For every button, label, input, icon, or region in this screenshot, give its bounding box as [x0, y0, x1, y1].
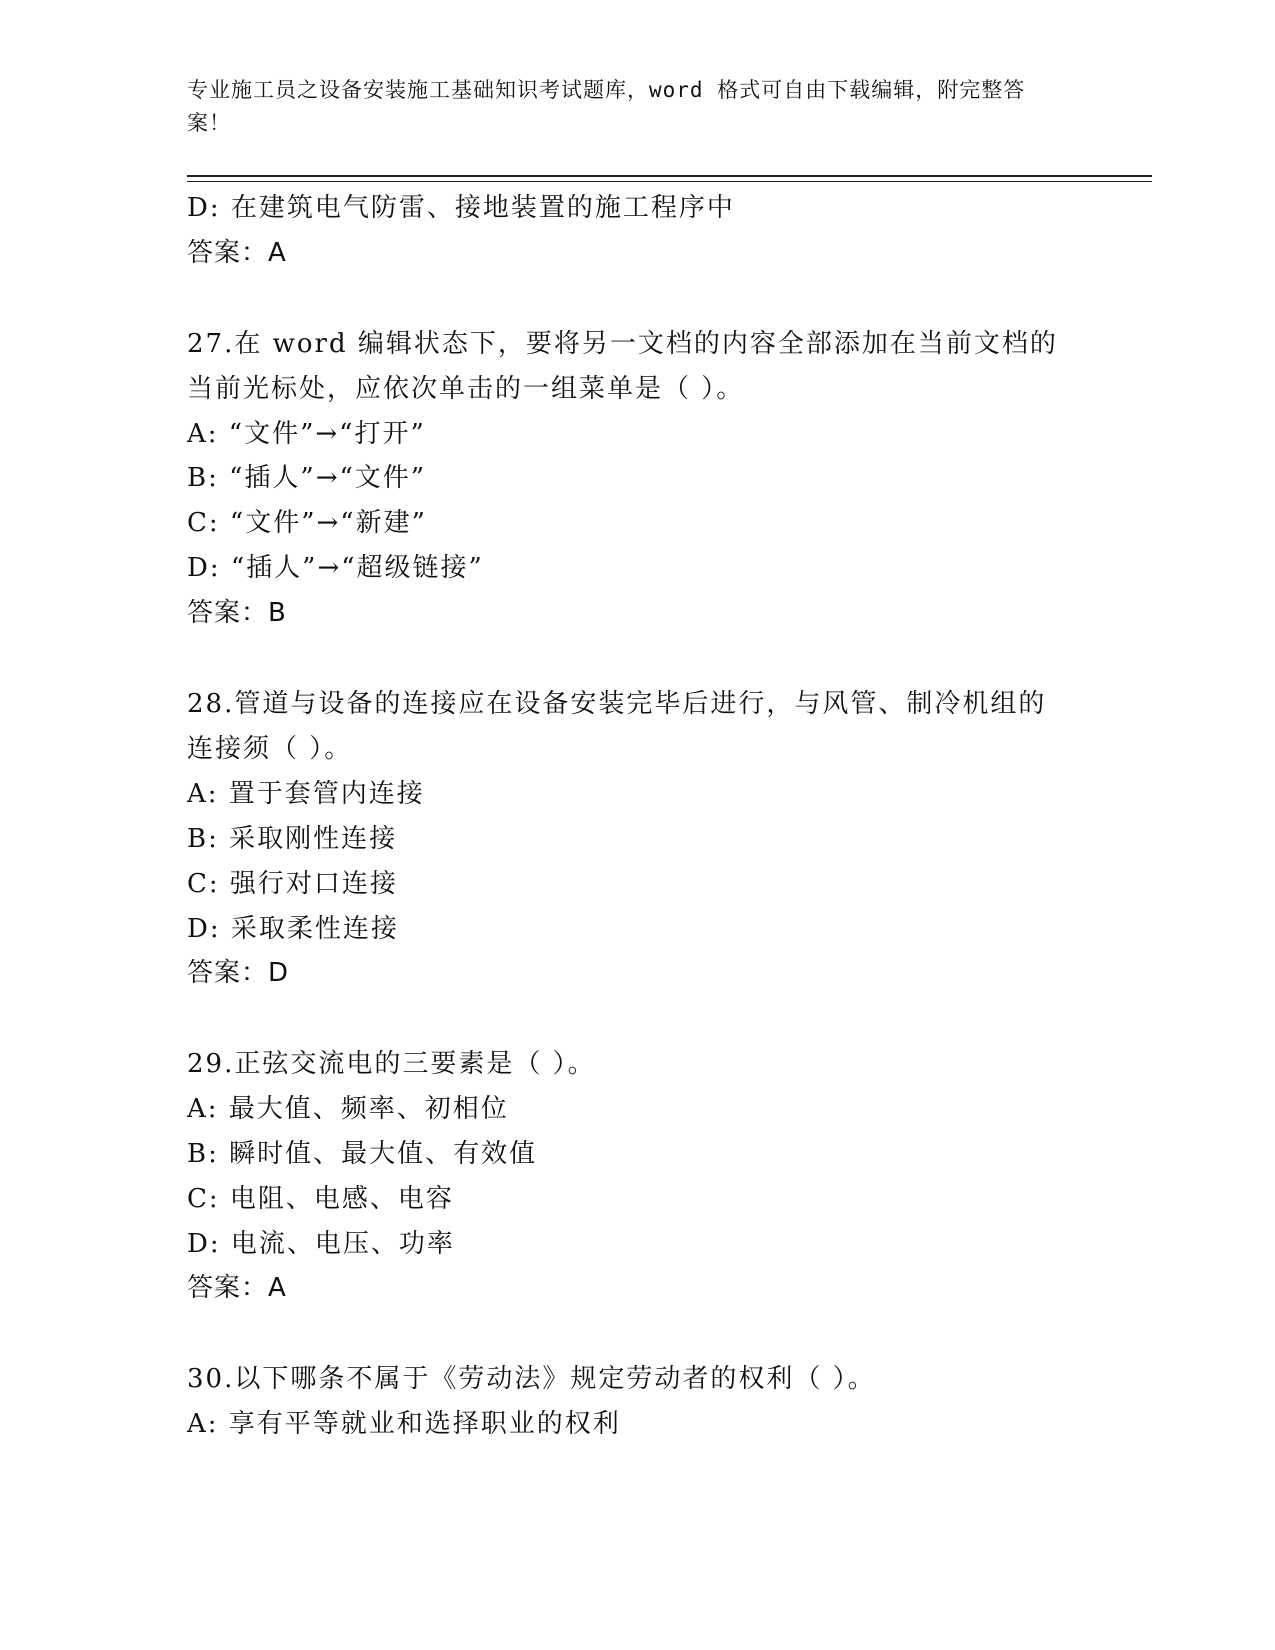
- question-line: 30.以下哪条不属于《劳动法》规定劳动者的权利（ ）。: [187, 1364, 876, 1394]
- option-line: D: 采取柔性连接: [187, 914, 399, 944]
- option-line: A: 最大值、频率、初相位: [187, 1094, 509, 1124]
- option-line: C: 电阻、电感、电容: [187, 1184, 454, 1214]
- option-line: B: 瞬时值、最大值、有效值: [187, 1139, 538, 1169]
- option-line: B: 采取刚性连接: [187, 824, 398, 854]
- header-divider: [187, 175, 1152, 177]
- option-line: A: “文件”→“打开”: [187, 419, 426, 449]
- document-header: 专业施工员之设备安装施工基础知识考试题库，word 格式可自由下载编辑，附完整答案！: [187, 78, 1026, 135]
- answer-line: 答案：A: [187, 1273, 287, 1303]
- option-line: C: “文件”→“新建”: [187, 508, 427, 538]
- answer-line: 答案：A: [187, 238, 287, 268]
- option-line: D: “插人”→“超级链接”: [187, 553, 484, 583]
- option-line: A: 享有平等就业和选择职业的权利: [187, 1409, 621, 1439]
- option-line: A: 置于套管内连接: [187, 779, 425, 809]
- header-divider-thin: [187, 181, 1152, 182]
- question-line: 28.管道与设备的连接应在设备安装完毕后进行，与风管、制冷机组的: [187, 689, 1047, 719]
- option-line: C: 强行对口连接: [187, 869, 398, 899]
- answer-line: 答案：B: [187, 598, 287, 628]
- question-line: 当前光标处，应依次单击的一组菜单是（ ）。: [187, 374, 745, 404]
- question-line: 27.在 word 编辑状态下，要将另一文档的内容全部添加在当前文档的: [187, 329, 1058, 359]
- answer-line: 答案：D: [187, 958, 290, 988]
- option-line: B: “插人”→“文件”: [187, 463, 427, 493]
- option-line: D: 电流、电压、功率: [187, 1229, 455, 1259]
- question-line: 连接须（ ）。: [187, 734, 353, 764]
- question-line: 29.正弦交流电的三要素是（ ）。: [187, 1049, 596, 1079]
- option-line: D: 在建筑电气防雷、接地装置的施工程序中: [187, 193, 735, 223]
